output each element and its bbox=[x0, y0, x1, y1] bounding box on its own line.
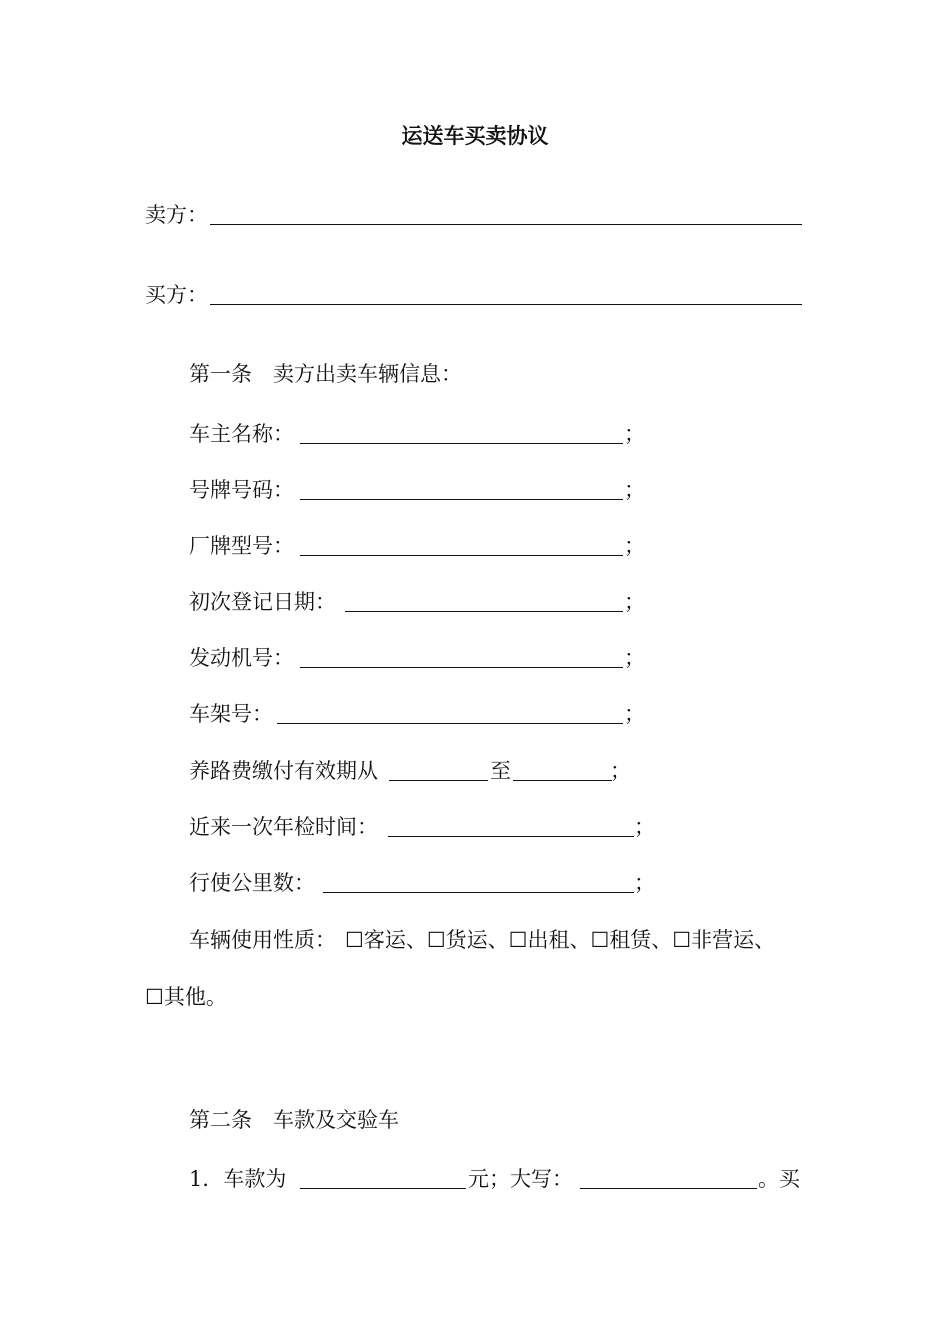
reg-date-blank[interactable] bbox=[345, 611, 623, 612]
brand-terminator: ； bbox=[624, 534, 645, 558]
engine-terminator: ； bbox=[624, 646, 645, 670]
toll-label: 养路费缴付有效期从 bbox=[189, 759, 378, 783]
inspection-line bbox=[0, 810, 950, 844]
plate-terminator: ； bbox=[624, 478, 645, 502]
toll-to: 至 bbox=[490, 759, 511, 783]
buyer-blank[interactable] bbox=[210, 304, 802, 305]
article2-heading: 第二条 车款及交验车 bbox=[189, 1108, 399, 1132]
price-line bbox=[0, 1162, 950, 1196]
owner-terminator: ； bbox=[624, 422, 645, 446]
reg-date-terminator: ； bbox=[624, 590, 645, 614]
mileage-label: 行使公里数： bbox=[189, 871, 315, 895]
buyer-line bbox=[0, 278, 950, 312]
brand-label: 厂牌型号： bbox=[189, 534, 294, 558]
usage-line-1 bbox=[0, 923, 950, 957]
frame-label: 车架号： bbox=[189, 702, 273, 726]
frame-blank[interactable] bbox=[277, 723, 623, 724]
price-suffix: 。买 bbox=[758, 1167, 800, 1191]
reg-date-label: 初次登记日期： bbox=[189, 590, 336, 614]
price-prefix: 1．车款为 bbox=[189, 1167, 287, 1191]
article2-heading-line bbox=[0, 1103, 950, 1137]
plate-label: 号牌号码： bbox=[189, 478, 294, 502]
plate-line bbox=[0, 473, 950, 507]
engine-line bbox=[0, 641, 950, 675]
mileage-terminator: ； bbox=[634, 871, 655, 895]
price-unit: 元；大写： bbox=[468, 1167, 573, 1191]
toll-to-blank[interactable] bbox=[513, 780, 612, 781]
article1-heading-line bbox=[0, 357, 950, 391]
seller-line bbox=[0, 198, 950, 232]
toll-terminator: ； bbox=[610, 759, 631, 783]
owner-blank[interactable] bbox=[300, 443, 623, 444]
owner-label: 车主名称： bbox=[189, 422, 294, 446]
price-amount-blank[interactable] bbox=[300, 1188, 466, 1189]
inspection-terminator: ； bbox=[634, 815, 655, 839]
seller-label: 卖方： bbox=[145, 203, 208, 227]
frame-terminator: ； bbox=[624, 702, 645, 726]
article1-heading: 第一条 卖方出卖车辆信息： bbox=[189, 362, 462, 386]
plate-blank[interactable] bbox=[300, 499, 623, 500]
usage-options[interactable]: ☐客运、☐货运、☐出租、☐租赁、☐非营运、 bbox=[345, 928, 776, 952]
document-title: 运送车买卖协议 bbox=[401, 123, 549, 148]
brand-line bbox=[0, 529, 950, 563]
usage-options-other[interactable]: ☐其他。 bbox=[145, 985, 227, 1009]
inspection-label: 近来一次年检时间： bbox=[189, 815, 378, 839]
reg-date-line bbox=[0, 585, 950, 619]
owner-line bbox=[0, 417, 950, 451]
toll-line bbox=[0, 754, 950, 788]
usage-label: 车辆使用性质： bbox=[189, 928, 336, 952]
brand-blank[interactable] bbox=[300, 555, 623, 556]
price-capital-blank[interactable] bbox=[580, 1188, 757, 1189]
frame-line bbox=[0, 697, 950, 731]
usage-line-2 bbox=[0, 980, 950, 1014]
mileage-line bbox=[0, 866, 950, 900]
toll-from-blank[interactable] bbox=[389, 780, 488, 781]
engine-blank[interactable] bbox=[300, 667, 623, 668]
buyer-label: 买方： bbox=[145, 283, 208, 307]
inspection-blank[interactable] bbox=[388, 836, 634, 837]
mileage-blank[interactable] bbox=[323, 892, 634, 893]
seller-blank[interactable] bbox=[210, 224, 802, 225]
engine-label: 发动机号： bbox=[189, 646, 294, 670]
